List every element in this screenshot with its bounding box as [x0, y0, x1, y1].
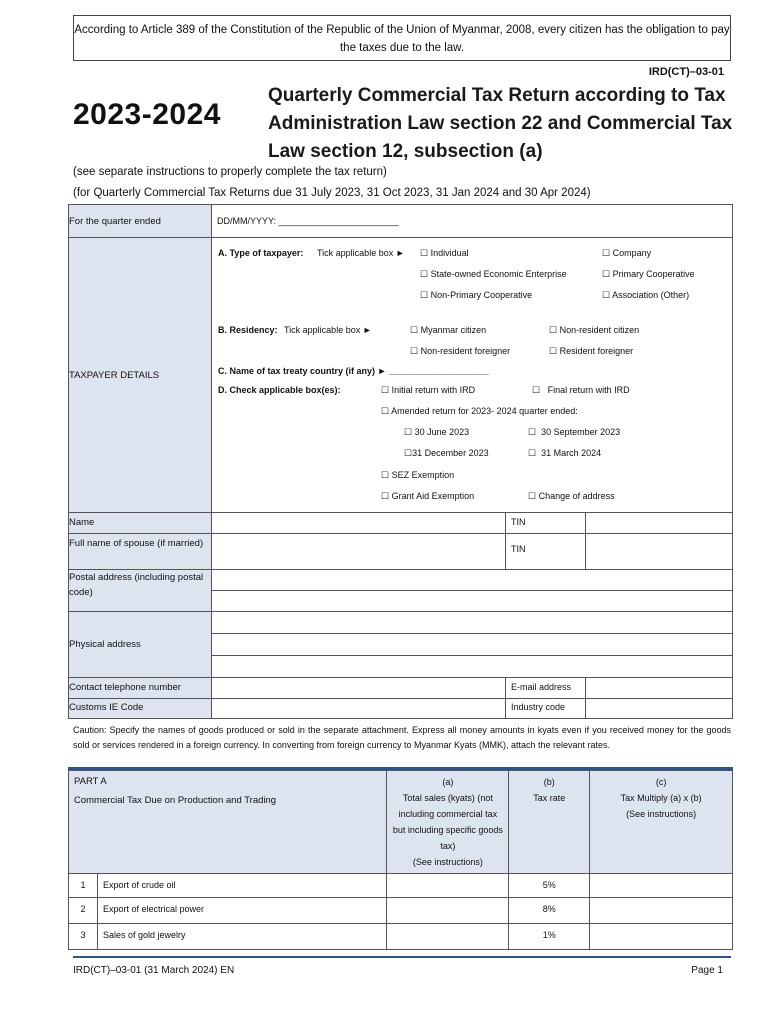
type-hint: Tick applicable box ► — [317, 248, 405, 258]
phone-field[interactable] — [212, 678, 506, 699]
email-label: E-mail address — [506, 678, 586, 699]
customs-field[interactable] — [212, 699, 506, 719]
constitution-notice: According to Article 389 of the Constitution of the Republic of the Union of Myanmar, 2008, every citizen has the obligation to pay the taxes due to the law. — [73, 15, 731, 61]
tax-amount-field[interactable] — [590, 874, 733, 898]
physical-address-label: Physical address — [69, 612, 212, 678]
col-a-note: (See instructions) — [412, 857, 483, 867]
form-title: Quarterly Commercial Tax Return according to Tax Administration Law section 22 and Commercial Tax Law section 12, subsection (a) — [268, 85, 733, 162]
table-row — [69, 898, 733, 924]
footer-rule — [73, 956, 731, 958]
row-number: 2 — [69, 898, 98, 924]
physical-address-line-1[interactable] — [212, 612, 733, 634]
row-tax-rate: 1% — [509, 924, 590, 950]
part-a-table — [68, 770, 733, 950]
checkbox-individual[interactable]: ☐ Individual — [420, 248, 469, 258]
table-row — [69, 924, 733, 950]
quarter-date-field[interactable]: DD/MM/YYYY: ________________________ — [212, 205, 733, 238]
postal-address-label: Postal address (including postal code) — [69, 570, 212, 612]
row-tax-rate: 8% — [509, 898, 590, 924]
checkbox-q-31-march[interactable]: ☐ 31 March 2024 — [528, 448, 602, 458]
checkbox-sez-exemption[interactable]: ☐ SEZ Exemption — [381, 470, 455, 480]
checkbox-primary-cooperative[interactable]: ☐ Primary Cooperative — [602, 269, 695, 279]
instructions-note: (see separate instructions to properly complete the tax return) — [73, 166, 387, 178]
row-description: Sales of gold jewelry — [97, 924, 386, 950]
industry-field[interactable] — [586, 699, 733, 719]
taxpayer-details-label: TAXPAYER DETAILS — [69, 238, 212, 513]
treaty-country-field[interactable]: C. Name of tax treaty country (if any) ► ____________________ — [218, 366, 490, 376]
name-field[interactable] — [212, 513, 506, 534]
checkbox-non-resident-citizen[interactable]: ☐ Non-resident citizen — [549, 325, 640, 335]
total-sales-field[interactable] — [387, 898, 509, 924]
checkbox-final-return[interactable]: ☐ Final return with IRD — [532, 385, 630, 395]
checkbox-company[interactable]: ☐ Company — [602, 248, 652, 258]
postal-address-line-1[interactable] — [212, 570, 733, 591]
checkbox-grant-aid[interactable]: ☐ Grant Aid Exemption — [381, 491, 475, 501]
col-a-letter: (a) — [442, 777, 454, 787]
industry-label: Industry code — [506, 699, 586, 719]
col-c-header — [590, 771, 733, 874]
checkbox-q-30-june[interactable]: ☐ 30 June 2023 — [404, 427, 470, 437]
page-number: Page 1 — [691, 965, 723, 976]
phone-label: Contact telephone number — [69, 678, 212, 699]
physical-address-line-2[interactable] — [212, 634, 733, 656]
customs-label: Customs IE Code — [69, 699, 212, 719]
spouse-field[interactable] — [212, 534, 506, 570]
checkbox-non-primary-cooperative[interactable]: ☐ Non-Primary Cooperative — [420, 290, 533, 300]
physical-address-line-3[interactable] — [212, 656, 733, 678]
part-a-header — [69, 771, 387, 874]
row-number: 1 — [69, 874, 98, 898]
col-b-desc: Tax rate — [533, 793, 566, 803]
col-a-header — [387, 771, 509, 874]
tax-amount-field[interactable] — [590, 898, 733, 924]
row-description: Export of electrical power — [97, 898, 386, 924]
row-tax-rate: 5% — [509, 874, 590, 898]
form-number: IRD(CT)–03-01 — [648, 66, 724, 78]
checkbox-change-address[interactable]: ☐ Change of address — [528, 491, 615, 501]
checkbox-q-30-september[interactable]: ☐ 30 September 2023 — [528, 427, 621, 437]
footer-form-id: IRD(CT)–03-01 (31 March 2024) EN — [73, 965, 235, 976]
quarter-label: For the quarter ended — [69, 205, 212, 238]
tax-year: 2023-2024 — [73, 98, 221, 131]
name-label: Name — [69, 513, 212, 534]
caution-note: Caution: Specify the names of goods produced or sold in the separate attachment. Express all money amounts in kyats even if you received money for the goods sold or services rendered in a foreign currency. In converting from foreign currency to Myanmar Kyats (MMK), attach the relevant rates. — [73, 725, 731, 750]
checkbox-non-resident-foreigner[interactable]: ☐ Non-resident foreigner — [410, 346, 511, 356]
tin-spouse-field[interactable] — [586, 534, 733, 570]
tin-label: TIN — [506, 513, 586, 534]
email-field[interactable] — [586, 678, 733, 699]
col-a-desc: Total sales (kyats) (not including commercial tax but including specific goods tax) — [392, 793, 503, 851]
checkbox-resident-foreigner[interactable]: ☐ Resident foreigner — [549, 346, 634, 356]
taxpayer-details-table — [68, 204, 733, 719]
row-description: Export of crude oil — [97, 874, 386, 898]
type-label: A. Type of taxpayer: — [218, 248, 304, 258]
tin-spouse-label: TIN — [506, 534, 586, 570]
col-b-letter: (b) — [543, 777, 555, 787]
part-a-title: PART A — [74, 776, 107, 787]
col-c-desc: Tax Multiply (a) x (b) — [620, 793, 702, 803]
checkbox-q-31-december[interactable]: ☐31 December 2023 — [404, 448, 489, 458]
total-sales-field[interactable] — [387, 874, 509, 898]
col-b-header — [509, 771, 590, 874]
col-c-note: (See instructions) — [626, 809, 697, 819]
table-row — [69, 874, 733, 898]
residency-label: B. Residency: — [218, 325, 278, 335]
row-number: 3 — [69, 924, 98, 950]
checkbox-state-owned[interactable]: ☐ State-owned Economic Enterprise — [420, 269, 567, 279]
tax-amount-field[interactable] — [590, 924, 733, 950]
total-sales-field[interactable] — [387, 924, 509, 950]
tin-field[interactable] — [586, 513, 733, 534]
checkbox-association[interactable]: ☐ Association (Other) — [602, 290, 690, 300]
checkbox-myanmar-citizen[interactable]: ☐ Myanmar citizen — [410, 325, 487, 335]
checkbox-amended-return[interactable]: ☐ Amended return for 2023- 2024 quarter ended: — [381, 406, 578, 416]
due-dates-note: (for Quarterly Commercial Tax Returns due 31 July 2023, 31 Oct 2023, 31 Jan 2024 and 30 Apr 2024) — [73, 187, 591, 199]
postal-address-line-2[interactable] — [212, 591, 733, 612]
checkbox-initial-return[interactable]: ☐ Initial return with IRD — [381, 385, 476, 395]
residency-hint: Tick applicable box ► — [284, 325, 372, 335]
check-label: D. Check applicable box(es): — [218, 385, 341, 395]
spouse-label: Full name of spouse (if married) — [69, 534, 212, 570]
part-a-subtitle: Commercial Tax Due on Production and Trading — [74, 795, 277, 806]
col-c-letter: (c) — [655, 777, 667, 787]
taxpayer-options-cell — [212, 238, 733, 513]
